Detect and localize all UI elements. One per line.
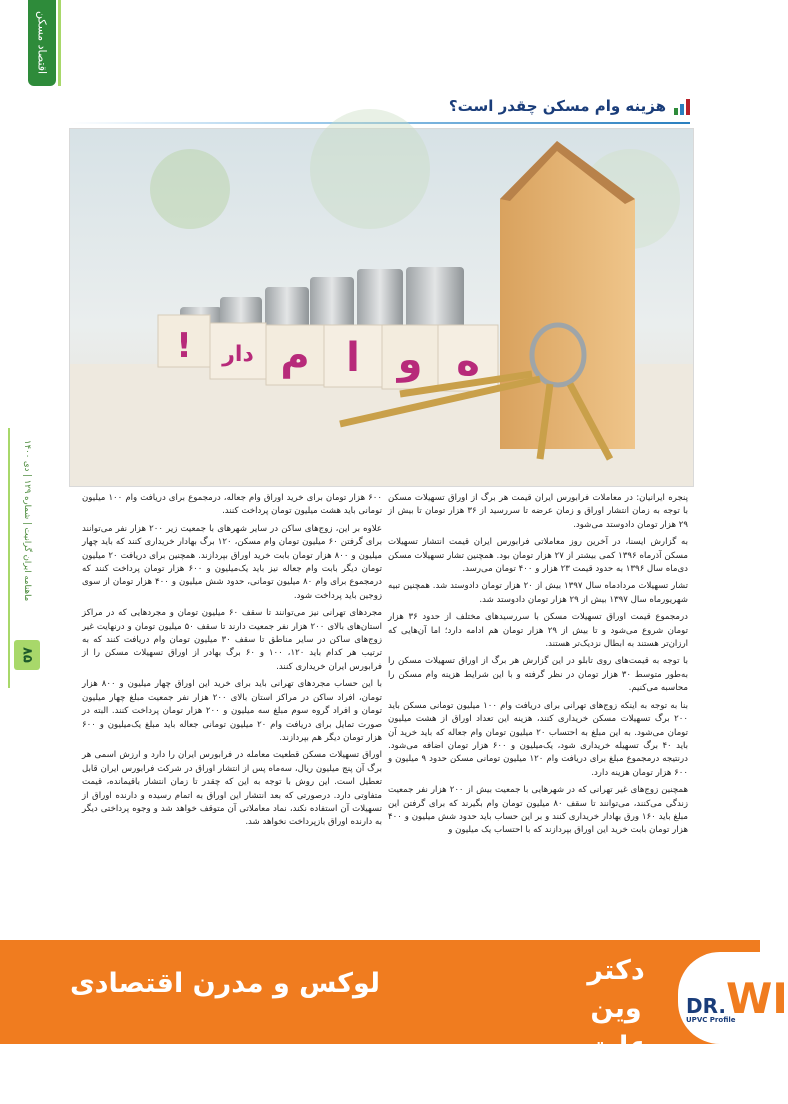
article-title: هزینه وام مسکن چقدر است؟ <box>448 97 666 115</box>
section-tab-label: اقتصاد مسکن <box>35 11 49 75</box>
side-rule <box>8 428 10 688</box>
paragraph: با این حساب مجردهای تهرانی باید برای خرید این اوراق چهار میلیون و ۸۰۰ هزار تومان، افراد ساکن در مراکز استان بالای ۲۰۰ هزار نفر جمعیت مبلغ چهار میلیون تومان و افراد گروه سوم مبلغ سه میلیون و ۲۰۰ هزار تومان پرداخت کنند. البته در صورت تمایل برای دریافت وام ۲۰ میلیون تومانی جعاله باید مبلغ یک‌میلیون و ۶۰۰ هزار تومان دیگر هم بپردازند. <box>82 679 383 743</box>
wooden-house <box>500 141 635 449</box>
ad-brand-line2: عایق نوین <box>584 1031 648 1100</box>
ad-slogan: لوکس و مدرن اقتصادی <box>69 968 381 999</box>
article-photo <box>69 128 694 487</box>
issue-info: ماهنامه ایران گرانیت | شماره ۱۲۹ | دی ۱۴۰۰ <box>22 440 32 602</box>
paragraph: ۶۰۰ هزار تومان برای خرید اوراق وام جعاله، درمجموع برای دریافت وام ۱۰۰ میلیون تومانی باید هشت میلیون تومان پرداخت کنند. <box>82 493 383 517</box>
bar-chart-icon <box>672 97 690 115</box>
paragraph: بنا به توجه به اینکه زوج‌های تهرانی برای دریافت وام ۱۰۰ میلیون تومانی مسکن باید ۲۰۰ برگ تسهیلات مسکن خریداری کنند، هزینه این تعداد اوراق از هشت میلیون تومان می‌شود. به این مبلغ به احتساب ۲۰ میلیون تومان وام جعاله که باید خرید آن باید ۴۰ برگ تسهیله خریداری شود، یک‌میلیون و ۶۰۰ هزار تومان اضافه می‌شود. درنتیجه درمجموع مبلغ برای دریافت وام ۱۲۰ میلیون تومانی مسکن حدود ۹ میلیون و ۶۰۰ هزار تومان هزینه دارد. <box>388 700 689 778</box>
svg-text:ا: ا <box>346 335 360 381</box>
ad-brand-line1: دکتر وین <box>587 955 645 1024</box>
svg-text:!: ! <box>176 326 192 366</box>
paragraph: اوراق تسهیلات مسکن قطعیت معامله در فرابورس ایران را دارد و ارزش اسمی هر برگ آن پنج میلیون ریال، سه‌ماه پس از انتشار اوراق در شرکت فرابورس ایران قابل تعطیل است. این روش با توجه به این که چقدر تا زمان انتشار باقیمانده، قیمت متفاوتی دارد. درصورتی که بعد انتشار این اوراق به اتمام رسیده و دارنده اوراق از تسهیلات آن استفاده نکند، نماد معاملاتی آن متوقف خواهد شد و وجوه پرداختی دیگر به دارنده اوراق بازپرداخت نخواهد شد. <box>82 750 382 828</box>
paragraph: تشار تسهیلات مردادماه سال ۱۳۹۷ بیش از ۲۰ هزار تومان داد‌وستد شد. همچنین تبیه شهریور‌ماه سال ۱۳۹۷ بیش از ۲۹ هزار تومان داد‌وستد شد. <box>388 581 688 605</box>
column-right <box>388 492 688 842</box>
page-number: ۸۵ <box>14 640 40 670</box>
section-divider <box>58 0 61 86</box>
paragraph: به گزارش ایسنا، در آخرین روز معاملاتی فرابورس ایران قیمت انتشار تسهیلات مسکن آذرماه ۱۳۹۶ کمی بیشتر از ۲۷ هزار تومان بود. همچنین تشار تسهیلات مسکن دی‌ماه سال ۱۳۹۶ به حدود قیمت ۲۳ هزار و ۴۰۰ تومان می‌رسد. <box>388 537 688 575</box>
paragraph: همچنین زوج‌های غیر تهرانی که در شهرهایی با جمعیت بیش از ۲۰۰ هزار نفر جمعیت زندگی می‌کنند، می‌توانند تا سقف ۸۰ میلیون تومان وام بگیرند که برای گرفتن این مبلغ باید ۱۶۰ ورق بهادار خریداری کنند و بر این حساب باید حدود شش میلیون و ۴۰۰ هزار تومان بابت خرید این اوراق بپردازند که با احتساب یک میلیون و <box>388 785 689 836</box>
svg-text:م: م <box>280 333 310 379</box>
brand-logo-subtitle: UPVC Profile <box>686 1016 736 1024</box>
article-header <box>449 94 690 118</box>
paragraph: با توجه به قیمت‌های روی تابلو در این گزارش هر برگ از اوراق تسهیلات مسکن را به‌طور متوسط ۳۰ هزار تومان در نظر گرفته و با این شرایط هزینه وام مسکن را محاسبه می‌کنیم. <box>388 656 688 694</box>
ad-brand <box>560 952 672 1104</box>
paragraph: مجردهای تهرانی نیز می‌توانند تا سقف ۶۰ میلیون تومان و مجردهایی که در مراکز استان‌های بالای ۲۰۰ هزار نفر جمعیت دارند تا سقف ۵۰ میلیون تومان و درنهایت غیر زوج‌های ساکن در سایر مناطق تا سقف ۳۰ میلیون تومان وام دریافت کنند که به ترتیب هر کدام باید ۱۲۰، ۱۰۰ و ۶۰ برگ بهادر از اوراق تسهیلات مسکن را از فرابورس ایران خریداری کنند. <box>82 608 383 672</box>
svg-text:و: و <box>397 337 423 383</box>
paragraph: پنجره ایرانیان: در معاملات فرابورس ایران قیمت هر برگ از اوراق تسهیلات مسکن با توجه به زمان انتشار اوراق و زمان عرضه تا سررسید از ۳۶ هزار تومان تا بیش از ۲۹ هزار تومان داد‌وستد می‌شود. <box>388 493 689 530</box>
section-tab <box>28 0 56 86</box>
brand-logo-text: DR.WI <box>686 974 788 1023</box>
svg-text:دار: دار <box>222 342 254 367</box>
column-left <box>82 492 382 834</box>
paragraph: درمجموع قیمت اوراق تسهیلات مسکن با سررسیدهای مختلف از حدود ۳۶ هزار تومان شروع می‌شود و تا بیش از ۲۹ هزار تومان هم ادامه دارد؛ اما آن‌هایی که ارزان‌تر هستند به ابطال نزدیک‌تر هستند. <box>388 612 689 650</box>
paragraph: علاوه بر این، زوج‌های ساکن در سایر شهرهای با جمعیت زیر ۲۰۰ هزار نفر می‌توانند برای گرفتن ۶۰ میلیون تومان وام مسکن، ۱۲۰ برگ بهادار خریداری کنند که باید چهار میلیون و ۸۰۰ هزار تومان بابت خرید اوراق بپردازند. همچنین برای دریافت ۲۰ میلیون تومان دیگر بابت وام جعاله نیز باید یک‌میلیون و ۶۰۰ هزار تومان پرداخت کنند که درمجموع برای وام ۸۰ میلیون تومانی، حدود شش میلیون و ۴۰۰ هزار تومان از سوی زوجین باید پرداخت شود. <box>82 523 383 601</box>
svg-text:ه: ه <box>456 339 480 385</box>
